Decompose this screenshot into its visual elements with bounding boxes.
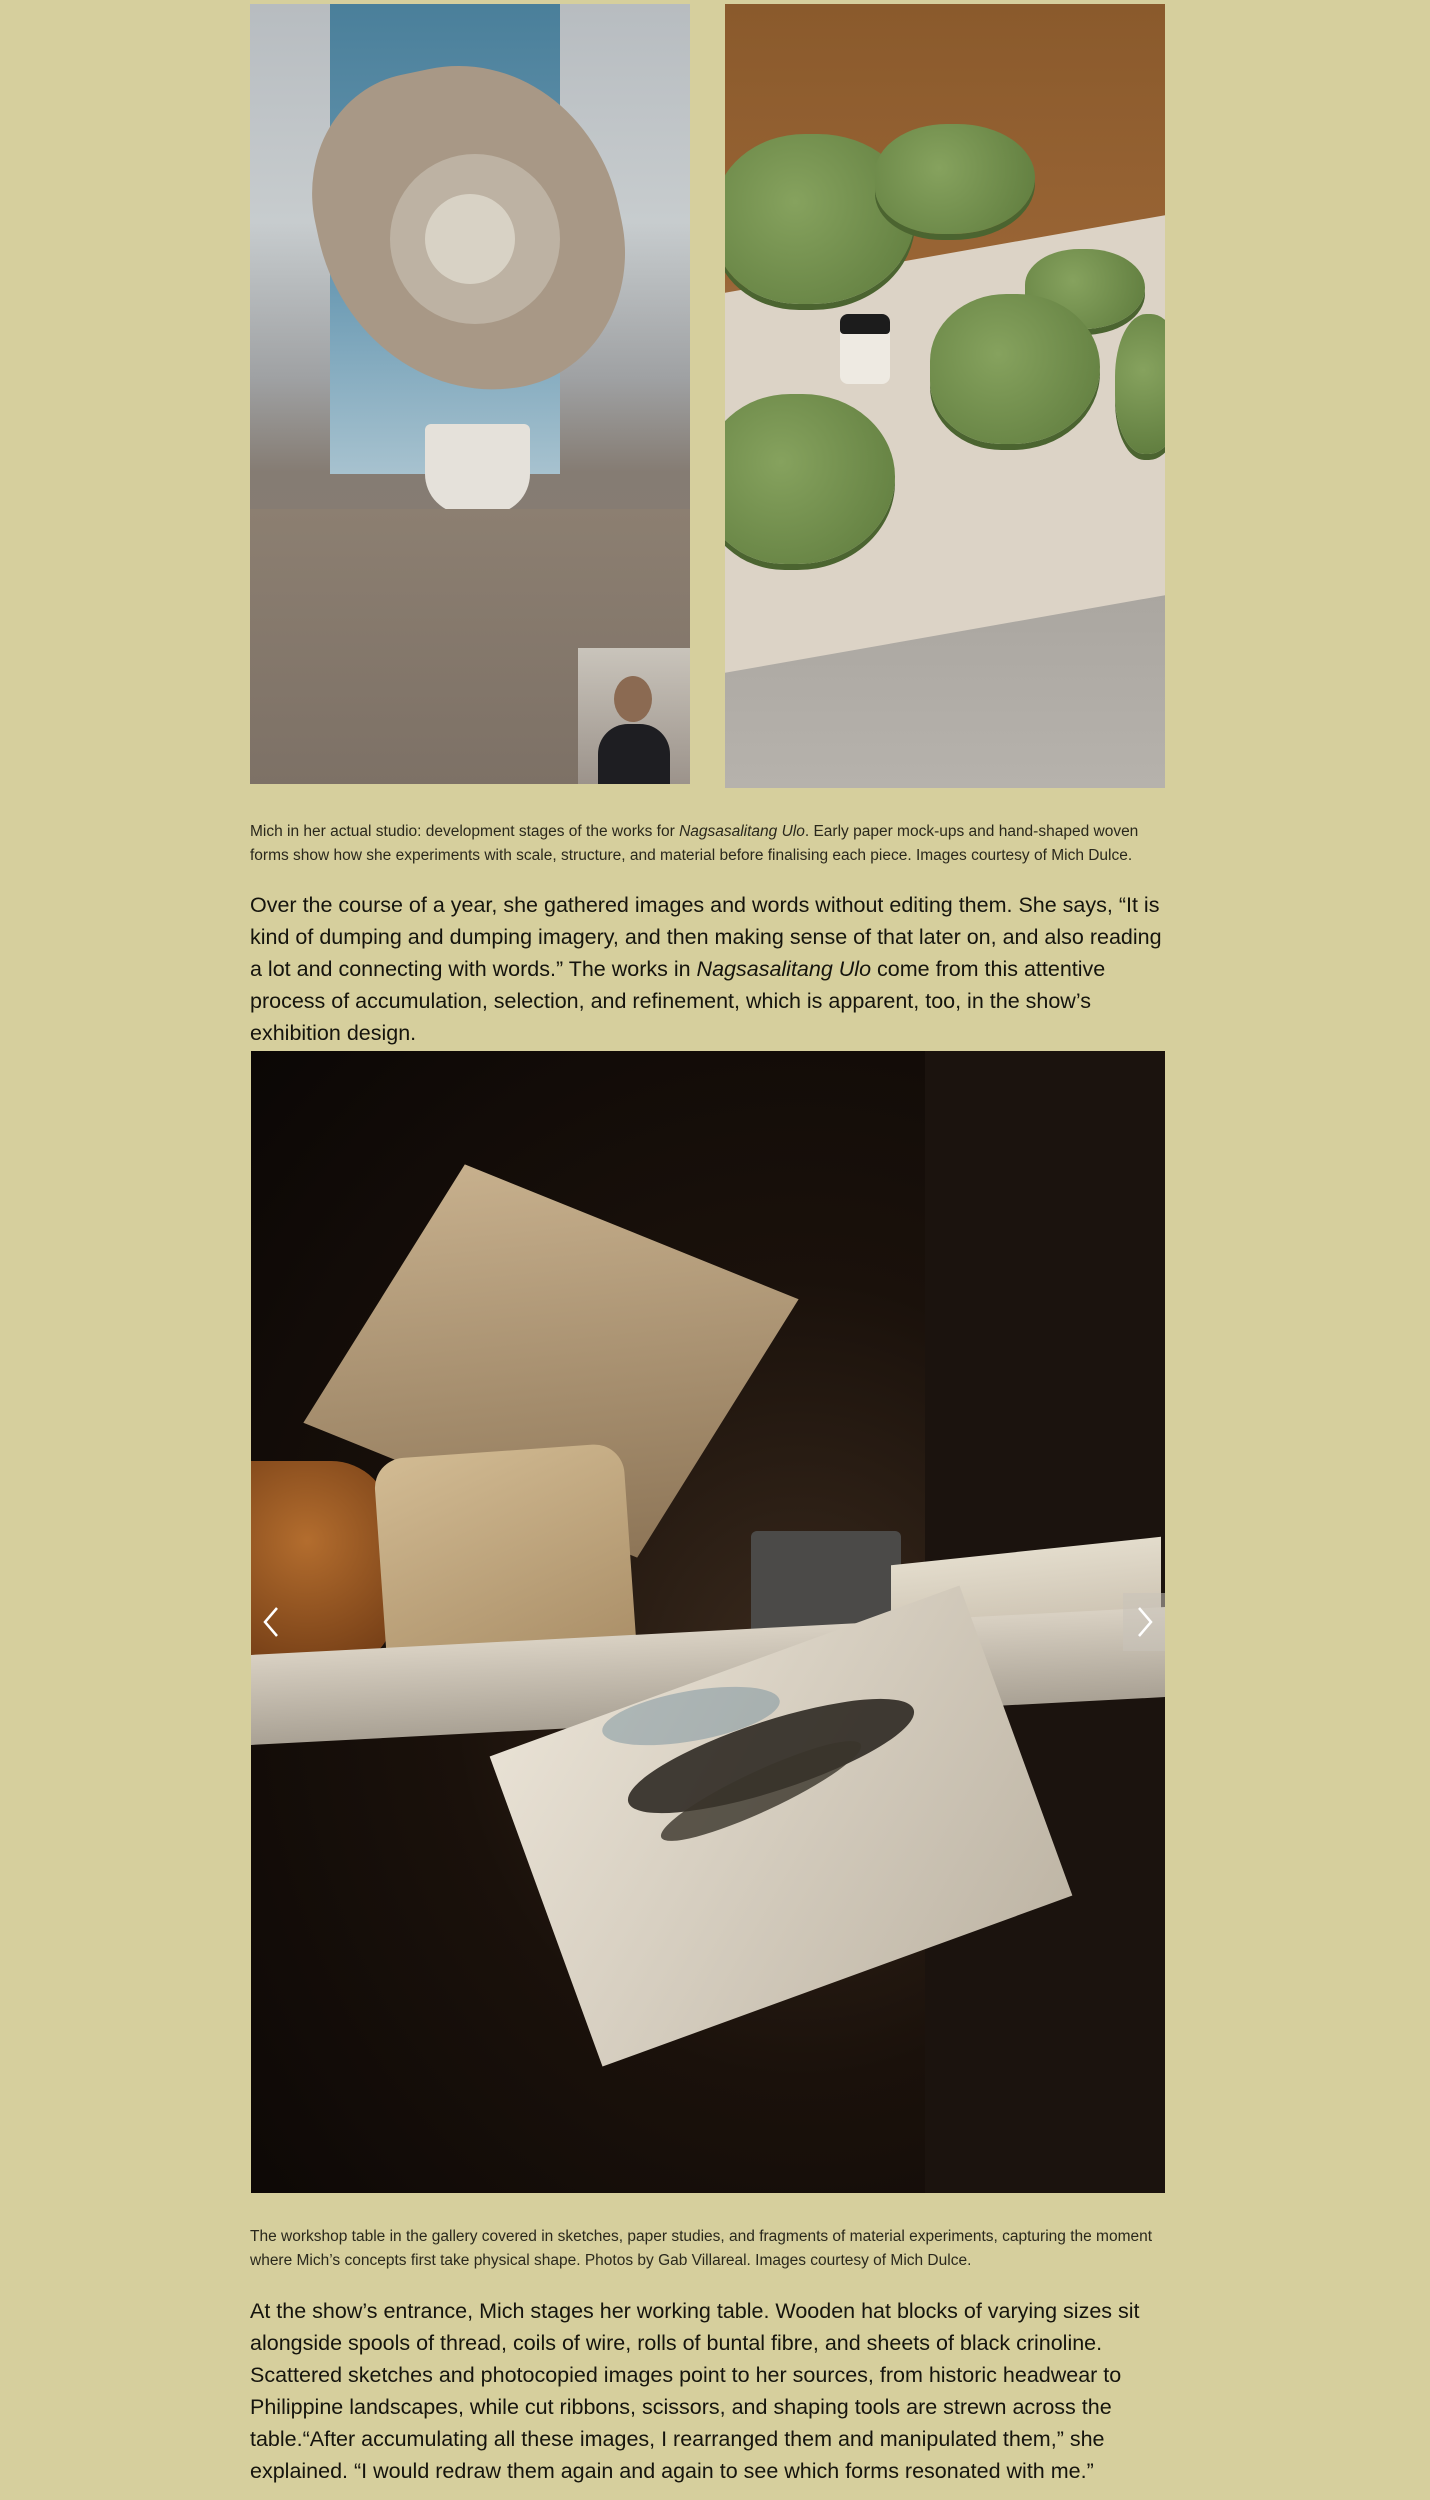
video-inset-portrait (578, 648, 690, 784)
paper-mockup-core (425, 194, 515, 284)
carousel-next-button[interactable] (1123, 1593, 1165, 1651)
caption-text: Mich in her actual studio: development stages of the works for (250, 823, 680, 840)
image-caption (250, 820, 1165, 868)
chevron-right-icon (1133, 1605, 1155, 1639)
chevron-left-icon (261, 1605, 283, 1639)
image-pair (250, 4, 1165, 788)
woven-form (1115, 314, 1165, 454)
gallery-caption-text: The workshop table in the gallery covered in sketches, paper studies, and fragments of material experiments, capturing the moment where Mich’s concepts first take physical shape. Photos by Gab Villareal. Images courtesy of Mich Dulce. (250, 2228, 1153, 2269)
portrait-shirt (598, 724, 670, 784)
carousel-prev-button[interactable] (251, 1593, 293, 1651)
body-paragraph (250, 889, 1165, 1049)
woven-form (875, 124, 1035, 234)
gallery-caption (250, 2225, 1165, 2273)
paragraph-text-cont: come from this attentive process of accumulation, selection, and refinement, which is apparent, too, in the show’s exhibition design. (250, 957, 1106, 1045)
hat-stand (425, 424, 530, 514)
paragraph-exhibition-title: Nagsasalitang Ulo (696, 957, 872, 981)
studio-sculpture-photo (250, 4, 690, 784)
paragraph-text: Over the course of a year, she gathered images and words without editing them. She says, “It is kind of dumping and dumping imagery, and then making sense of that later on, and also reading a lot and connecting with words.” The works in (250, 893, 1162, 981)
portrait-face (614, 676, 652, 722)
paragraph-2-text: At the show’s entrance, Mich stages her working table. Wooden hat blocks of varying sizes sit alongside spools of thread, coils of wire, rolls of buntal fibre, and sheets of black crinoline. Scattered sketches and photocopied images point to her sources, from historic headwear to Philippine landscapes, while cut ribbons, scissors, and shaping tools are strewn across the table.“After accumulating all these images, I rearranged them and manipulated them,” she explained. “I would redraw them again and again to see which forms resonated with me.” (250, 2299, 1140, 2483)
woven-forms-photo (725, 4, 1165, 788)
paint-jar (840, 314, 890, 384)
caption-text-cont: . Early paper mock-ups and hand-shaped woven forms show how she experiments with scale, structure, and material before finalising each piece. Images courtesy of Mich Dulce. (250, 823, 1139, 864)
body-paragraph-2 (250, 2295, 1165, 2487)
image-carousel[interactable] (251, 1051, 1165, 2193)
caption-exhibition-title: Nagsasalitang Ulo (679, 823, 805, 840)
